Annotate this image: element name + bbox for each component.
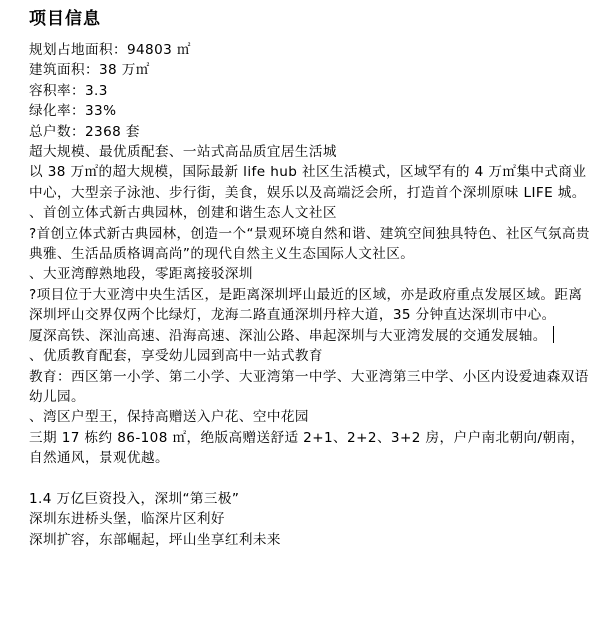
- unit-type-paragraph: 三期 17 栋约 86-108 ㎡，绝版高赠送舒适 2+1、2+2、3+2 房，户户南北朝向/朝南，自然通风，景观优越。: [29, 429, 585, 467]
- garden-paragraph: ?首创立体式新古典园林，创造一个“景观环境自然和谐、建筑空间独具特色、社区气氛高贵典雅、生活品质格调高尚”的现代自然主义生态国际人文社区。: [29, 225, 590, 263]
- transport-paragraph: [29, 326, 591, 346]
- transport-text: 厦深高铁、深汕高速、沿海高速、深汕公路、串起深圳与大亚湾发展的交通发展轴。: [29, 327, 547, 344]
- investment-line: 1.4 万亿巨资投入，深圳“第三极”: [29, 490, 240, 507]
- scale-heading: 超大规模、最优质配套、一站式高品质宜居生活城: [29, 144, 337, 161]
- expansion-line: 深圳扩容，东部崛起，坪山坐享红利未来: [29, 531, 281, 548]
- green-ratio-line: 绿化率：33%: [29, 103, 117, 120]
- location-heading: 、大亚湾醇熟地段，零距离接驳深圳: [29, 266, 253, 283]
- location-paragraph: ?项目位于大亚湾中央生活区，是距离深圳坪山最近的区域，亦是政府重点发展区域。距离深圳坪山交界仅两个比绿灯，龙海二路直通深圳丹梓大道，35 分钟直达深圳市中心。: [29, 286, 583, 324]
- education-paragraph: 教育：西区第一小学、第二小学、大亚湾第一中学、大亚湾第三中学、小区内设爱迪森双语幼儿园。: [29, 368, 589, 405]
- blank-line: [29, 469, 591, 489]
- scale-paragraph: 以 38 万㎡的超大规模，国际最新 life hub 社区生活模式，区域罕有的 4 万㎡集中式商业中心，大型亲子泳池、步行街，美食，娱乐以及高端泛会所，打造首个深圳原味 LIFE 城。: [29, 164, 587, 201]
- total-households-line: 总户数：2368 套: [29, 123, 140, 140]
- land-area-line: 规划占地面积：94803 ㎡: [29, 42, 191, 58]
- building-area-line: 建筑面积：38 万㎡: [29, 62, 150, 79]
- bridgehead-line: 深圳东进桥头堡，临深片区利好: [29, 511, 225, 528]
- document-title: 项目信息: [29, 9, 101, 29]
- education-heading: 、优质教育配套，享受幼儿园到高中一站式教育: [29, 348, 323, 365]
- text-cursor: [553, 326, 555, 343]
- unit-type-heading: 、湾区户型王，保持高赠送入户花、空中花园: [29, 409, 309, 426]
- plot-ratio-line: 容积率：3.3: [29, 82, 108, 99]
- garden-heading: 、首创立体式新古典园林，创建和谐生态人文社区: [29, 205, 337, 222]
